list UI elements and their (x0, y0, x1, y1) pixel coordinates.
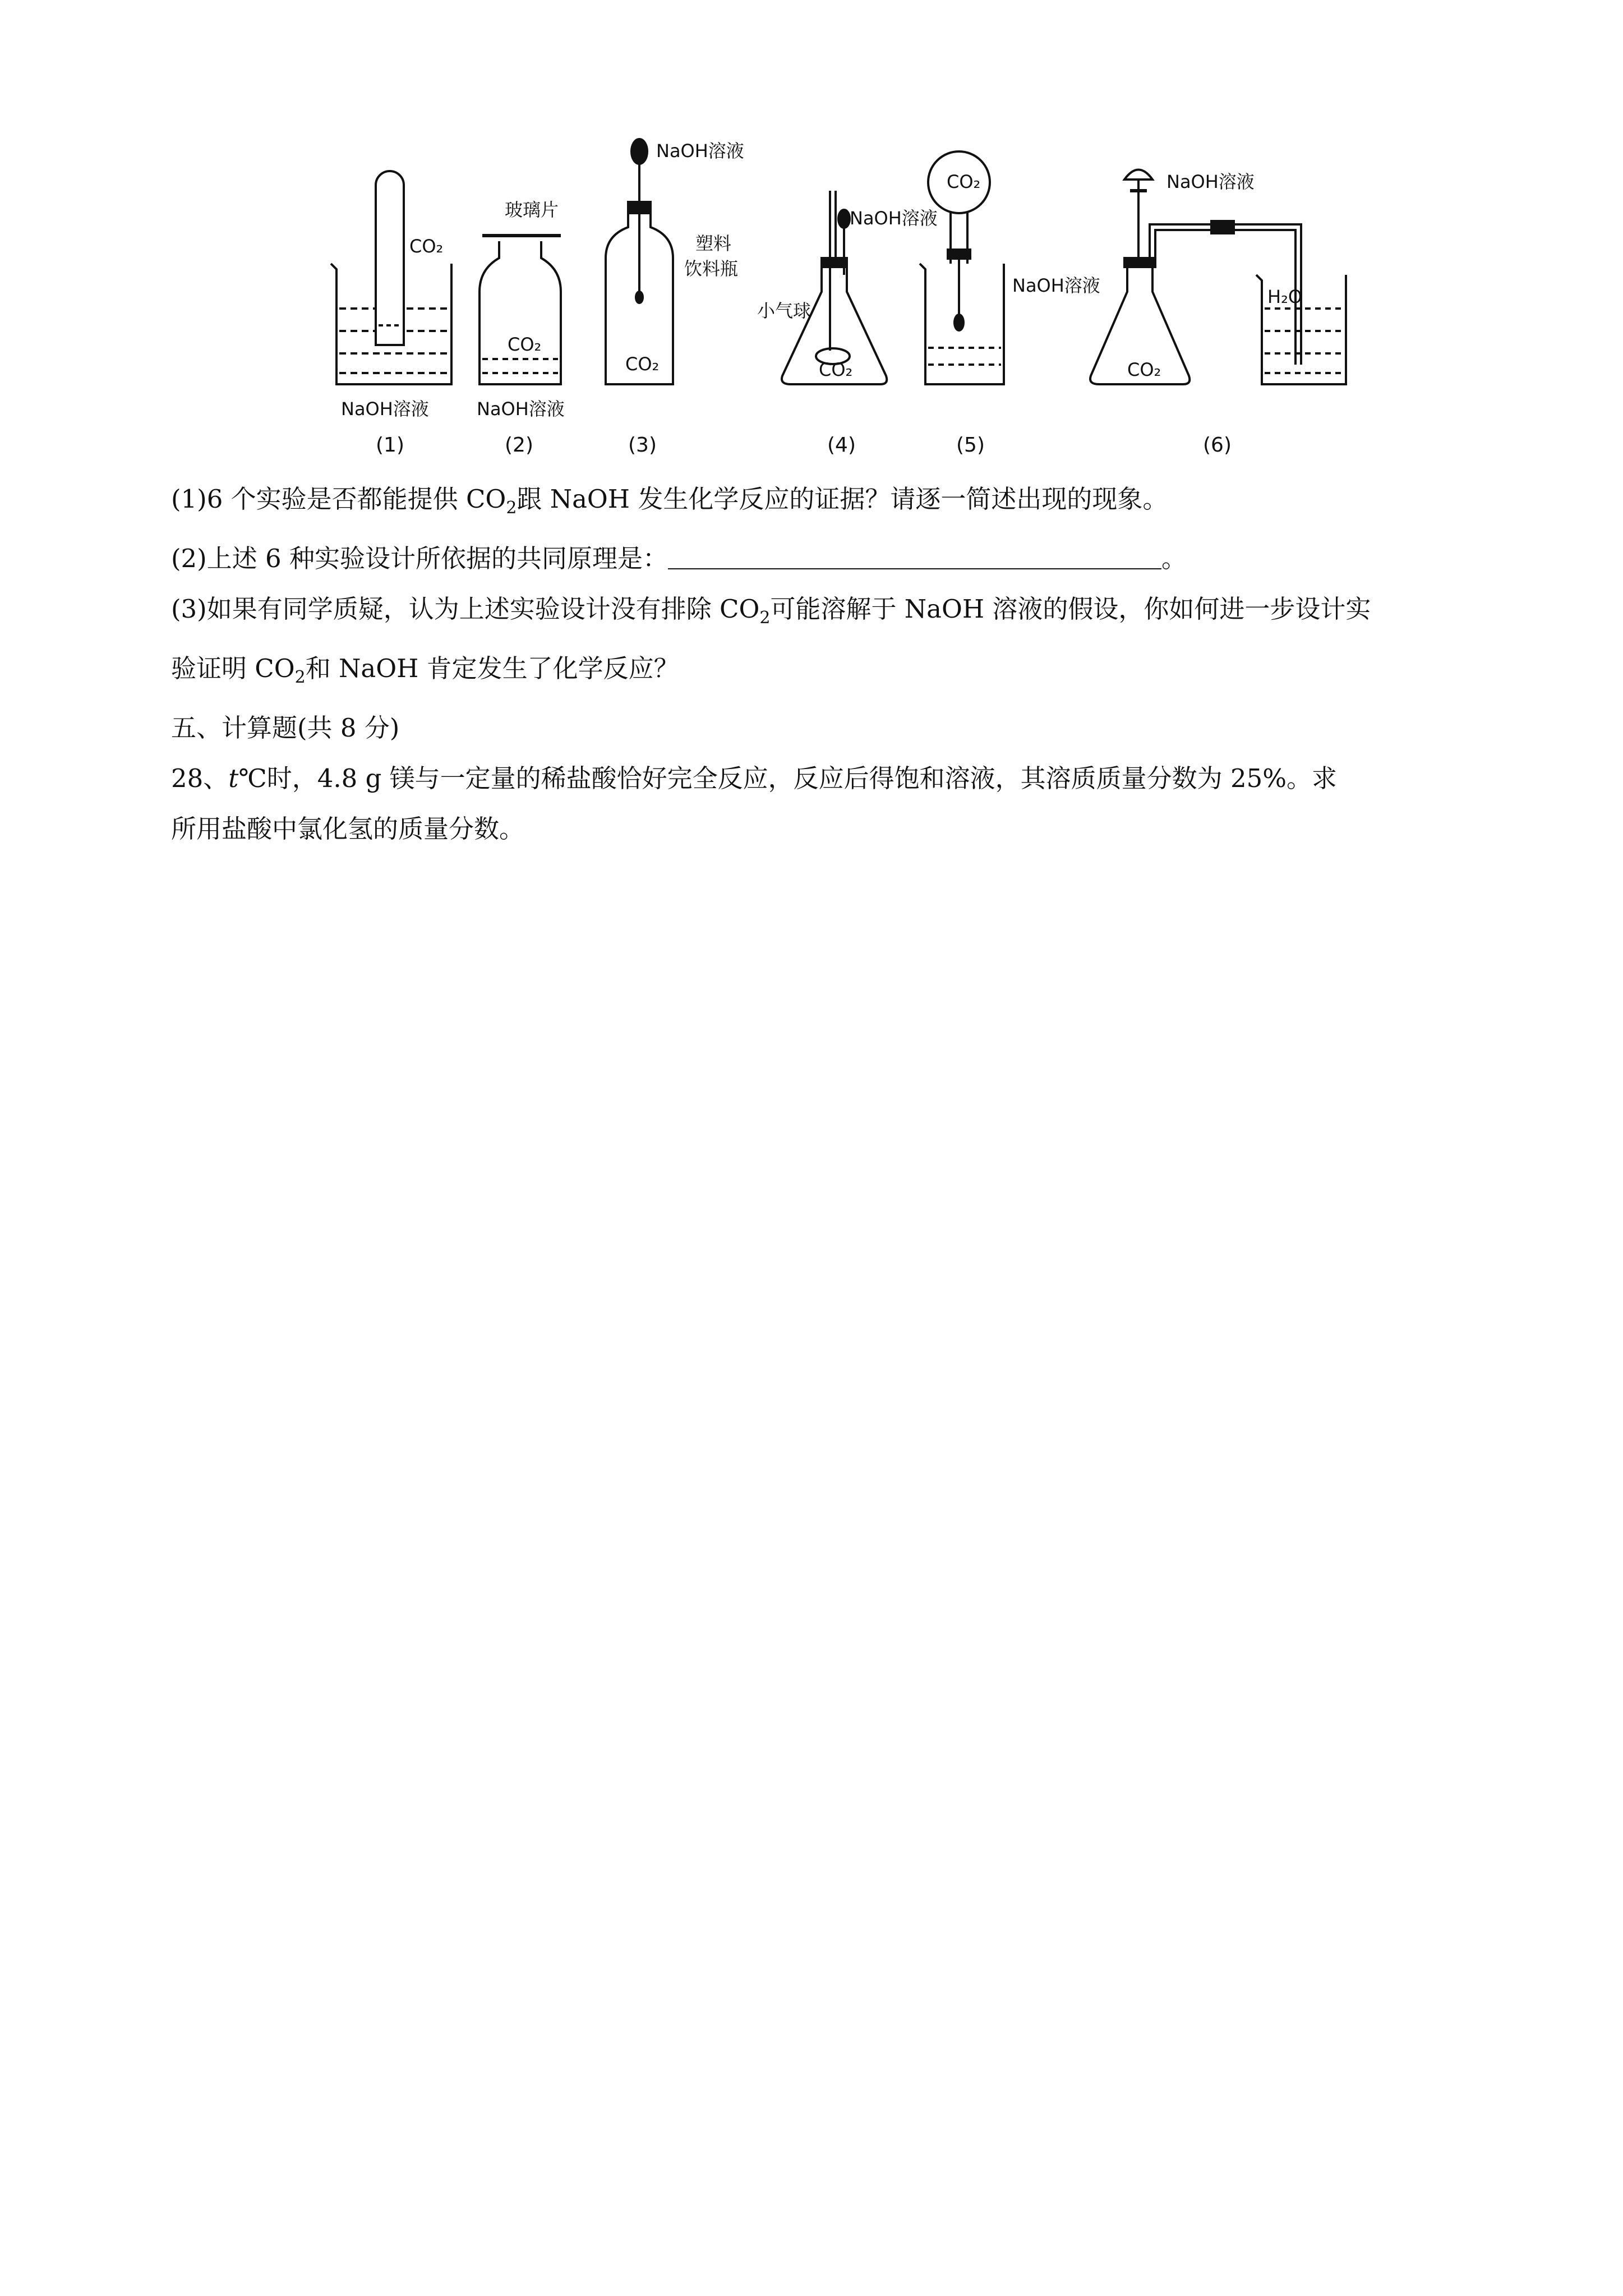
question-3-line-2: 验证明 $CO_2$和 NaOH 肯定发生了化学反应？ (171, 654, 679, 687)
experiment-figure (314, 129, 1380, 477)
label-co2-2: CO₂ (508, 334, 542, 355)
label-glass-slide: 玻璃片 (505, 199, 559, 220)
question-28-line-2: 所用盐酸中氯化氢的质量分数。 (171, 814, 525, 844)
label-co2-3: CO₂ (625, 353, 660, 375)
caption-5: (5) (956, 434, 985, 457)
caption-2: (2) (505, 434, 533, 457)
label-co2-1: CO₂ (409, 236, 444, 257)
answer-blank[interactable] (668, 546, 1161, 569)
question-28-line-1: 28、t℃时，4.8 g 镁与一定量的稀盐酸恰好完全反应，反应后得饱和溶液，其溶质质量分数为 25%。求 (171, 763, 1338, 793)
question-2: (2)上述 6 种实验设计所依据的共同原理是： 。 (171, 544, 1187, 573)
caption-1: (1) (376, 434, 404, 457)
apparatus-3 (606, 139, 673, 384)
label-naoh-4: NaOH溶液 (850, 208, 938, 229)
apparatus-diagram (314, 129, 1380, 477)
question-body (171, 474, 1467, 854)
label-h2o: H₂O (1267, 286, 1303, 307)
label-naoh-5: NaOH溶液 (1012, 275, 1100, 296)
apparatus-1 (331, 171, 451, 384)
label-balloon: 小气球 (757, 300, 811, 321)
label-co2-6: CO₂ (1127, 359, 1161, 380)
label-naoh-1: NaOH溶液 (341, 398, 429, 420)
label-plastic-1: 塑料 (695, 233, 732, 254)
label-naoh-2: NaOH溶液 (477, 398, 565, 420)
apparatus-6 (1090, 170, 1346, 385)
label-co2-4: CO₂ (819, 359, 853, 380)
label-naoh-6: NaOH溶液 (1166, 171, 1255, 192)
question-3-line-1: (3)如果有同学质疑，认为上述实验设计没有排除 $CO_2$可能溶解于 NaOH 溶液的假设，你如何进一步设计实 (171, 594, 1371, 628)
label-plastic-2: 饮料瓶 (684, 258, 739, 279)
apparatus-2 (479, 236, 561, 384)
caption-6: (6) (1203, 434, 1232, 457)
caption-4: (4) (827, 434, 856, 457)
section-5-title: 五、计算题(共 8 分) (171, 713, 400, 743)
label-co2-5: CO₂ (947, 171, 981, 192)
label-naoh-3: NaOH溶液 (656, 140, 744, 162)
caption-3: (3) (628, 434, 657, 457)
question-1: (1)6 个实验是否都能提供 $CO_2$跟 NaOH 发生化学反应的证据？请逐一简述出现的现象。 (171, 484, 1168, 518)
